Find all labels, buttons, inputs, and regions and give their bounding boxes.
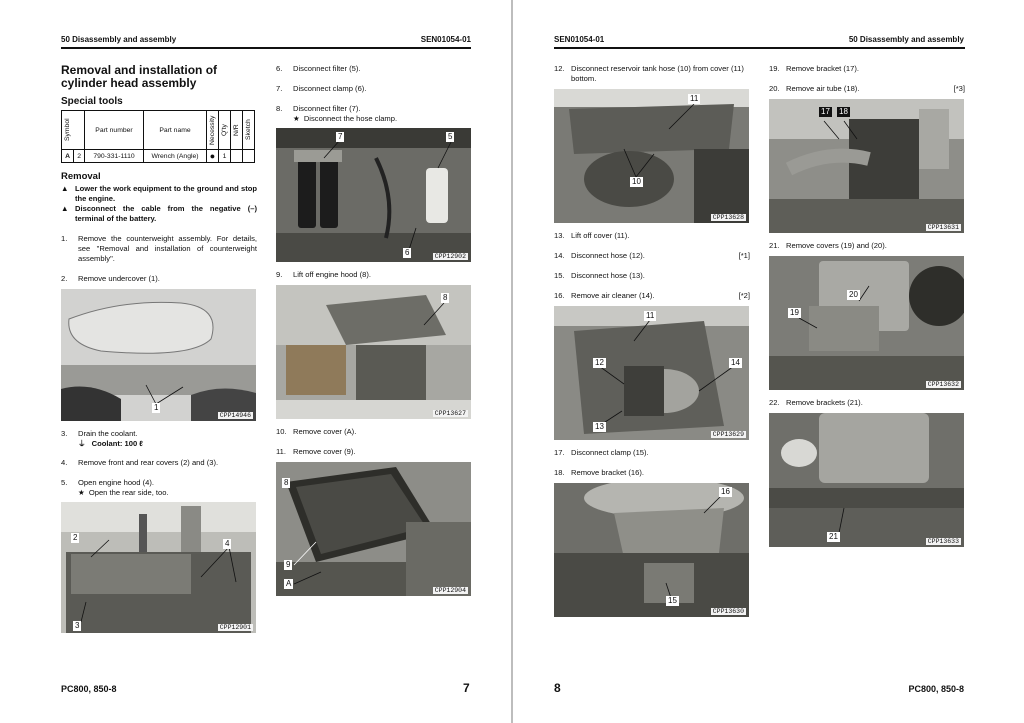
page-title: Removal and installation of cylinder head assembly: [61, 63, 218, 90]
col-nr: N/R: [231, 111, 243, 150]
page-7: [0, 0, 511, 723]
step-9: 9. Lift off engine hood (8).: [276, 270, 371, 279]
warning-icon: ▲: [61, 204, 69, 213]
step-5: 5. Open engine hood (4).: [61, 478, 154, 487]
callout-17: 17: [821, 107, 830, 116]
cell-sketch: [243, 150, 255, 163]
page-number: 7: [463, 681, 470, 695]
photo-code: CPP13630: [712, 608, 744, 615]
footer-model: PC800, 850-8: [908, 684, 964, 694]
photo-engine-hood: [276, 285, 471, 419]
step-22: 22. Remove brackets (21).: [769, 398, 863, 407]
photo-code: CPP12902: [434, 253, 466, 260]
col-necessity: Necessity: [207, 111, 219, 150]
step-17: 17. Disconnect clamp (15).: [554, 448, 649, 457]
photo-covers-19-20: [769, 256, 964, 390]
cell-part-number: 790-331-1110: [85, 150, 144, 163]
col-sketch: Sketch: [243, 111, 255, 150]
cell-symbol-number: 2: [74, 150, 85, 163]
photo-code: CPP14946: [219, 412, 251, 419]
step-8: 8. Disconnect filter (7).: [276, 104, 361, 113]
photo-bracket-16: [554, 483, 749, 617]
left-column-2: [276, 64, 472, 596]
special-tools-heading: Special tools: [61, 96, 123, 107]
photo-brackets-21: [769, 413, 964, 547]
callout-A: A: [286, 579, 292, 588]
covers-19-20-illustration: [769, 256, 964, 390]
header-section: 50 Disassembly and assembly: [61, 35, 177, 44]
photo-code: CPP13628: [712, 214, 744, 221]
step-3: 3. Drain the coolant.: [61, 429, 138, 438]
callout-19: 19: [790, 308, 799, 317]
cover-9-illustration: [276, 462, 471, 596]
air-tube-illustration: [769, 99, 964, 233]
cell-part-name: Wrench (Angle): [144, 150, 207, 163]
col-part-name: Part name: [144, 111, 207, 150]
warning-2: ▲ Disconnect the cable from the negative (–) terminal of the battery.: [61, 204, 257, 223]
photo-air-tube: [769, 99, 964, 233]
step-1: 1. Remove the counterweight assembly. For details, see "Removal and installation of counterweight assembly".: [61, 234, 257, 263]
step-8-note: ★ Disconnect the hose clamp.: [293, 114, 398, 123]
col-qty: Q'ty: [219, 111, 231, 150]
callout-21: 21: [829, 532, 838, 541]
cell-necessity: ●: [207, 150, 219, 163]
callout-10: 10: [632, 177, 641, 186]
callout-7: 7: [338, 132, 343, 141]
header-doc-id: SEN01054-01: [420, 35, 471, 44]
cell-symbol-letter: A: [62, 150, 74, 163]
header-doc-id: SEN01054-01: [554, 35, 605, 44]
photo-code: CPP12901: [219, 624, 251, 631]
left-column-1: [61, 64, 257, 633]
cell-nr: [231, 150, 243, 163]
callout-18: 18: [839, 107, 848, 116]
header-rule: [61, 47, 471, 49]
step-7: 7. Disconnect clamp (6).: [276, 84, 367, 93]
callout-12: 12: [595, 358, 604, 367]
removal-heading: Removal: [61, 171, 101, 182]
footer-model: PC800, 850-8: [61, 684, 117, 694]
cell-qty: 1: [219, 150, 231, 163]
covers-illustration: [61, 502, 256, 633]
callout-2: 2: [73, 533, 78, 542]
step-14: 14. Disconnect hose (12). [*1]: [554, 251, 750, 260]
air-cleaner-illustration: [554, 306, 749, 440]
photo-cover-9: [276, 462, 471, 596]
right-column-1: [554, 64, 750, 617]
callout-5: 5: [448, 132, 453, 141]
callout-4: 4: [225, 539, 230, 548]
warning-icon: ▲: [61, 184, 69, 193]
photo-filters: [276, 128, 471, 262]
callout-3: 3: [75, 621, 80, 630]
warning-1: ▲ Lower the work equipment to the ground and stop the engine.: [61, 184, 257, 203]
step-18: 18. Remove bracket (16).: [554, 468, 645, 477]
header-rule: [554, 47, 965, 49]
page-8: [513, 0, 1024, 723]
callout-11: 11: [646, 311, 655, 320]
callout-16: 16: [721, 487, 730, 496]
callout-8: 8: [284, 478, 289, 487]
step-16: 16. Remove air cleaner (14). [*2]: [554, 291, 750, 300]
photo-air-cleaner: [554, 306, 749, 440]
right-column-2: [769, 64, 965, 547]
callout-6: 6: [405, 248, 410, 257]
step-10: 10. Remove cover (A).: [276, 427, 357, 436]
step-21: 21. Remove covers (19) and (20).: [769, 241, 887, 250]
photo-code: CPP13633: [927, 538, 959, 545]
step-2: 2. Remove undercover (1).: [61, 274, 160, 283]
photo-undercover: [61, 289, 256, 421]
header-section: 50 Disassembly and assembly: [848, 35, 964, 44]
photo-code: CPP12904: [434, 587, 466, 594]
step-11: 11. Remove cover (9).: [276, 447, 356, 456]
photo-code: CPP13631: [927, 224, 959, 231]
callout-13: 13: [595, 422, 604, 431]
star-icon: ★: [293, 114, 300, 123]
special-tools-table: [61, 110, 255, 163]
step-15: 15. Disconnect hose (13).: [554, 271, 645, 280]
star-icon: ★: [78, 488, 85, 497]
callout-9: 9: [286, 560, 291, 569]
callout-8: 8: [443, 293, 448, 302]
step-6: 6. Disconnect filter (5).: [276, 64, 361, 73]
step-13: 13. Lift off cover (11).: [554, 231, 630, 240]
step-5-note: ★ Open the rear side, too.: [78, 488, 169, 497]
step-19: 19. Remove bracket (17).: [769, 64, 860, 73]
callout-20: 20: [849, 290, 858, 299]
coolant-spec: ⏚ Coolant: 100 ℓ: [78, 439, 143, 448]
callout-14: 14: [731, 358, 740, 367]
photo-code: CPP13627: [434, 410, 466, 417]
step-20: 20. Remove air tube (18). [*3]: [769, 84, 965, 93]
page-number: 8: [554, 681, 561, 695]
col-symbol: Symbol: [62, 111, 85, 150]
callout-11: 11: [690, 94, 699, 103]
drain-icon: ⏚: [78, 439, 86, 448]
col-part-number: Part number: [85, 111, 144, 150]
photo-covers: [61, 502, 256, 633]
reservoir-illustration: [554, 89, 749, 223]
callout-15: 15: [668, 596, 677, 605]
callout-1: 1: [154, 403, 159, 412]
step-4: 4. Remove front and rear covers (2) and (3).: [61, 458, 219, 467]
photo-code: CPP13629: [712, 431, 744, 438]
engine-hood-illustration: [276, 285, 471, 419]
undercover-illustration: [61, 289, 256, 421]
brackets-21-illustration: [769, 413, 964, 547]
bracket-16-illustration: [554, 483, 749, 617]
filters-illustration: [276, 128, 471, 262]
photo-code: CPP13632: [927, 381, 959, 388]
photo-reservoir: [554, 89, 749, 223]
step-12: 12. Disconnect reservoir tank hose (10) from cover (11) bottom.: [554, 64, 744, 83]
